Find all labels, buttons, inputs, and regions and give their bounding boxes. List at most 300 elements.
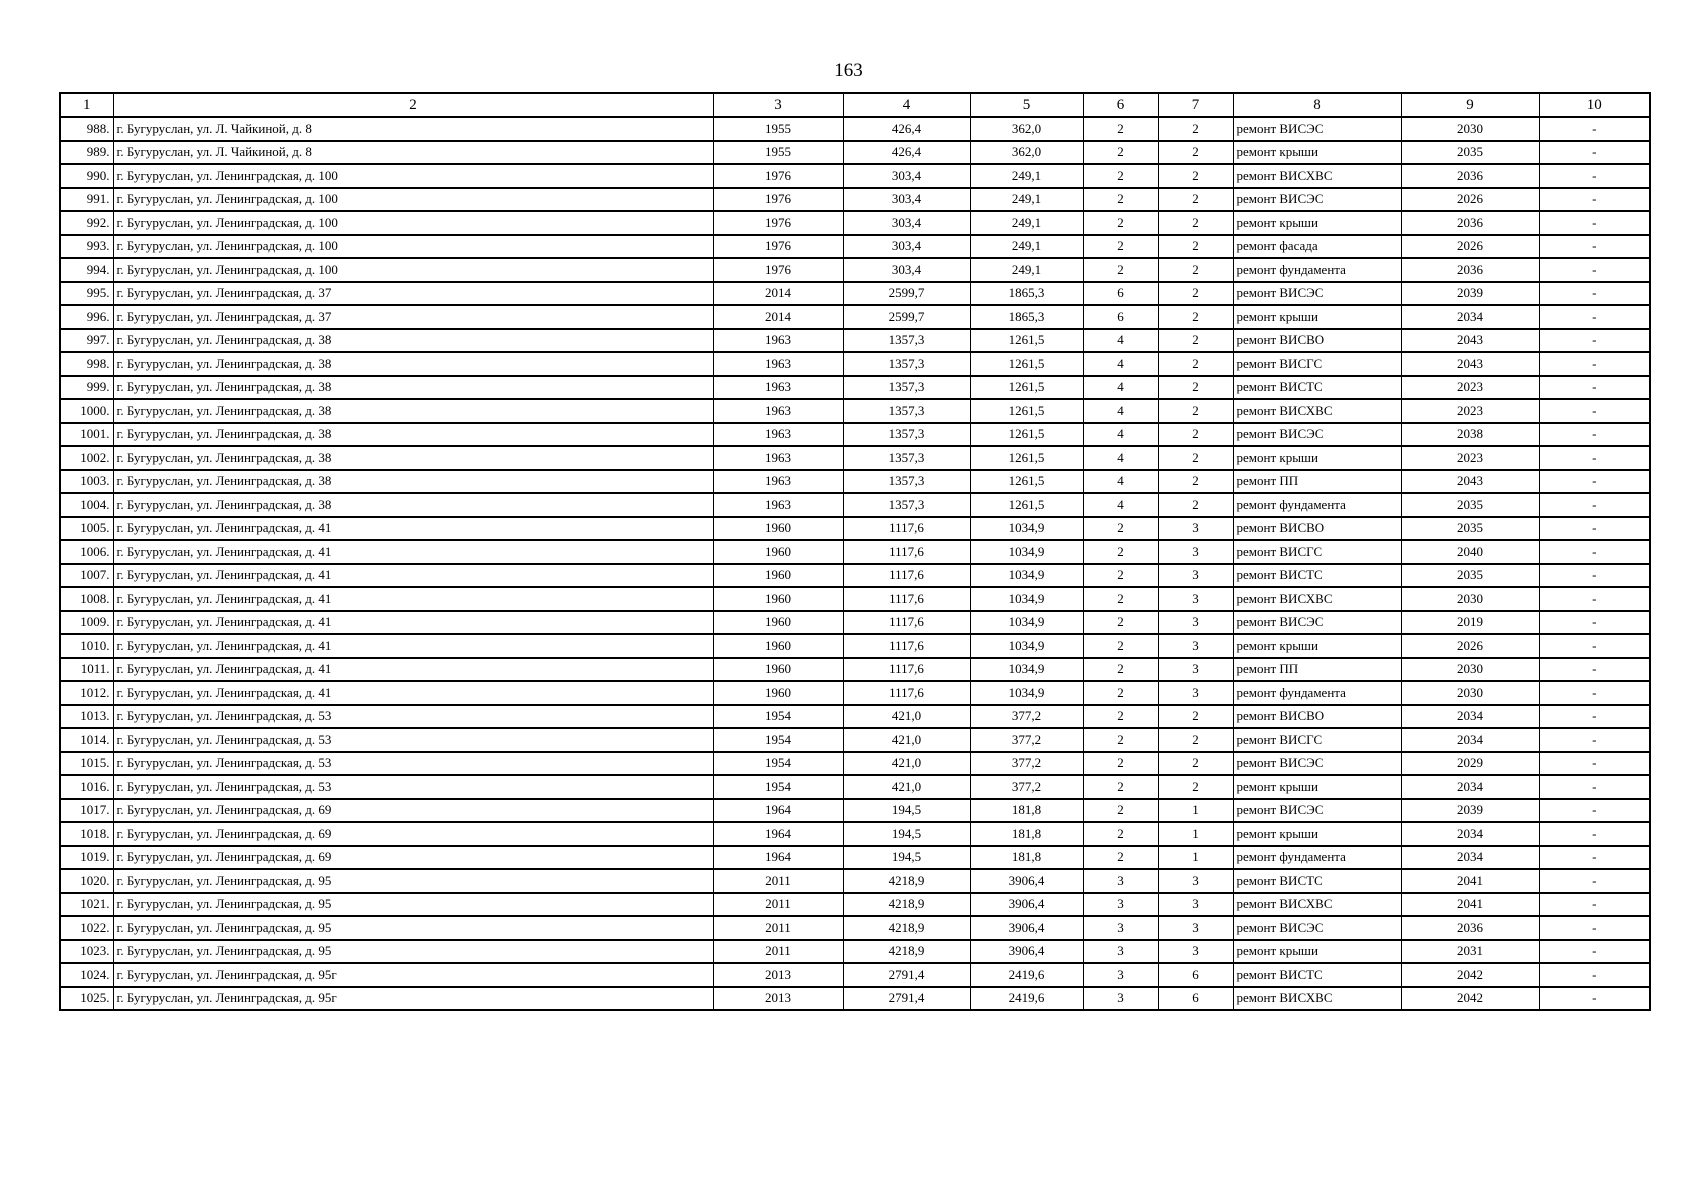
address-cell: г. Бугуруслан, ул. Ленинградская, д. 41 bbox=[113, 587, 713, 611]
total-area-cell: 303,4 bbox=[843, 235, 970, 259]
floors-cell: 2 bbox=[1083, 658, 1158, 682]
living-area-cell: 1034,9 bbox=[970, 540, 1083, 564]
note-cell: - bbox=[1539, 799, 1650, 823]
total-area-cell: 303,4 bbox=[843, 188, 970, 212]
table-row bbox=[60, 705, 1650, 729]
column-header: 1 bbox=[60, 93, 113, 117]
row-number-cell: 1013. bbox=[60, 705, 113, 729]
work-type-cell: ремонт крыши bbox=[1233, 446, 1401, 470]
living-area-cell: 1034,9 bbox=[970, 611, 1083, 635]
year-cell: 1976 bbox=[713, 235, 843, 259]
total-area-cell: 4218,9 bbox=[843, 869, 970, 893]
living-area-cell: 3906,4 bbox=[970, 893, 1083, 917]
note-cell: - bbox=[1539, 775, 1650, 799]
row-number-cell: 999. bbox=[60, 376, 113, 400]
floors-cell: 3 bbox=[1083, 869, 1158, 893]
work-type-cell: ремонт ВИСХВС bbox=[1233, 893, 1401, 917]
address-cell: г. Бугуруслан, ул. Ленинградская, д. 95г bbox=[113, 963, 713, 987]
entrances-cell: 2 bbox=[1158, 329, 1233, 353]
entrances-cell: 2 bbox=[1158, 282, 1233, 306]
work-type-cell: ремонт ВИСТС bbox=[1233, 869, 1401, 893]
entrances-cell: 2 bbox=[1158, 399, 1233, 423]
note-cell: - bbox=[1539, 117, 1650, 141]
living-area-cell: 1034,9 bbox=[970, 564, 1083, 588]
total-area-cell: 1357,3 bbox=[843, 329, 970, 353]
address-cell: г. Бугуруслан, ул. Ленинградская, д. 37 bbox=[113, 305, 713, 329]
address-cell: г. Бугуруслан, ул. Ленинградская, д. 38 bbox=[113, 352, 713, 376]
floors-cell: 2 bbox=[1083, 517, 1158, 541]
note-cell: - bbox=[1539, 728, 1650, 752]
row-number-cell: 1015. bbox=[60, 752, 113, 776]
column-header: 3 bbox=[713, 93, 843, 117]
table-row bbox=[60, 775, 1650, 799]
row-number-cell: 1014. bbox=[60, 728, 113, 752]
row-number-cell: 1009. bbox=[60, 611, 113, 635]
year-cell: 1960 bbox=[713, 517, 843, 541]
planned-year-cell: 2036 bbox=[1401, 211, 1539, 235]
year-cell: 1963 bbox=[713, 376, 843, 400]
note-cell: - bbox=[1539, 705, 1650, 729]
living-area-cell: 1261,5 bbox=[970, 399, 1083, 423]
table-row bbox=[60, 869, 1650, 893]
entrances-cell: 2 bbox=[1158, 705, 1233, 729]
table-row bbox=[60, 893, 1650, 917]
row-number-cell: 1021. bbox=[60, 893, 113, 917]
entrances-cell: 1 bbox=[1158, 799, 1233, 823]
planned-year-cell: 2039 bbox=[1401, 282, 1539, 306]
note-cell: - bbox=[1539, 987, 1650, 1011]
work-type-cell: ремонт крыши bbox=[1233, 822, 1401, 846]
total-area-cell: 2791,4 bbox=[843, 987, 970, 1011]
address-cell: г. Бугуруслан, ул. Ленинградская, д. 100 bbox=[113, 258, 713, 282]
total-area-cell: 4218,9 bbox=[843, 893, 970, 917]
year-cell: 1964 bbox=[713, 846, 843, 870]
work-type-cell: ремонт ВИСХВС bbox=[1233, 987, 1401, 1011]
entrances-cell: 2 bbox=[1158, 352, 1233, 376]
year-cell: 1954 bbox=[713, 775, 843, 799]
year-cell: 1960 bbox=[713, 681, 843, 705]
total-area-cell: 1357,3 bbox=[843, 493, 970, 517]
year-cell: 1960 bbox=[713, 587, 843, 611]
year-cell: 2011 bbox=[713, 869, 843, 893]
address-cell: г. Бугуруслан, ул. Ленинградская, д. 53 bbox=[113, 775, 713, 799]
planned-year-cell: 2042 bbox=[1401, 987, 1539, 1011]
row-number-cell: 1024. bbox=[60, 963, 113, 987]
floors-cell: 3 bbox=[1083, 987, 1158, 1011]
entrances-cell: 3 bbox=[1158, 611, 1233, 635]
row-number-cell: 1007. bbox=[60, 564, 113, 588]
total-area-cell: 194,5 bbox=[843, 799, 970, 823]
note-cell: - bbox=[1539, 681, 1650, 705]
year-cell: 1960 bbox=[713, 634, 843, 658]
note-cell: - bbox=[1539, 470, 1650, 494]
floors-cell: 3 bbox=[1083, 940, 1158, 964]
address-cell: г. Бугуруслан, ул. Ленинградская, д. 69 bbox=[113, 846, 713, 870]
table-row bbox=[60, 916, 1650, 940]
address-cell: г. Бугуруслан, ул. Ленинградская, д. 95г bbox=[113, 987, 713, 1011]
planned-year-cell: 2030 bbox=[1401, 587, 1539, 611]
total-area-cell: 1117,6 bbox=[843, 540, 970, 564]
total-area-cell: 4218,9 bbox=[843, 940, 970, 964]
year-cell: 1963 bbox=[713, 470, 843, 494]
address-cell: г. Бугуруслан, ул. Ленинградская, д. 41 bbox=[113, 564, 713, 588]
entrances-cell: 2 bbox=[1158, 446, 1233, 470]
entrances-cell: 3 bbox=[1158, 940, 1233, 964]
work-type-cell: ремонт ВИСЭС bbox=[1233, 916, 1401, 940]
work-type-cell: ремонт фундамента bbox=[1233, 493, 1401, 517]
note-cell: - bbox=[1539, 564, 1650, 588]
entrances-cell: 2 bbox=[1158, 423, 1233, 447]
entrances-cell: 1 bbox=[1158, 846, 1233, 870]
row-number-cell: 1006. bbox=[60, 540, 113, 564]
repair-schedule-table bbox=[59, 92, 1651, 1011]
total-area-cell: 303,4 bbox=[843, 211, 970, 235]
table-row bbox=[60, 728, 1650, 752]
address-cell: г. Бугуруслан, ул. Ленинградская, д. 41 bbox=[113, 681, 713, 705]
year-cell: 1963 bbox=[713, 399, 843, 423]
table-row bbox=[60, 799, 1650, 823]
living-area-cell: 1261,5 bbox=[970, 352, 1083, 376]
note-cell: - bbox=[1539, 846, 1650, 870]
living-area-cell: 362,0 bbox=[970, 141, 1083, 165]
floors-cell: 3 bbox=[1083, 916, 1158, 940]
living-area-cell: 3906,4 bbox=[970, 940, 1083, 964]
table-row bbox=[60, 940, 1650, 964]
note-cell: - bbox=[1539, 329, 1650, 353]
row-number-cell: 990. bbox=[60, 164, 113, 188]
table-row bbox=[60, 235, 1650, 259]
row-number-cell: 1011. bbox=[60, 658, 113, 682]
living-area-cell: 1034,9 bbox=[970, 587, 1083, 611]
total-area-cell: 303,4 bbox=[843, 258, 970, 282]
year-cell: 2011 bbox=[713, 893, 843, 917]
table-row bbox=[60, 470, 1650, 494]
entrances-cell: 3 bbox=[1158, 681, 1233, 705]
address-cell: г. Бугуруслан, ул. Ленинградская, д. 38 bbox=[113, 329, 713, 353]
year-cell: 2013 bbox=[713, 987, 843, 1011]
entrances-cell: 2 bbox=[1158, 164, 1233, 188]
note-cell: - bbox=[1539, 658, 1650, 682]
total-area-cell: 194,5 bbox=[843, 846, 970, 870]
work-type-cell: ремонт ВИСВО bbox=[1233, 705, 1401, 729]
planned-year-cell: 2019 bbox=[1401, 611, 1539, 635]
floors-cell: 4 bbox=[1083, 352, 1158, 376]
total-area-cell: 1357,3 bbox=[843, 376, 970, 400]
year-cell: 2014 bbox=[713, 305, 843, 329]
floors-cell: 2 bbox=[1083, 752, 1158, 776]
year-cell: 1954 bbox=[713, 705, 843, 729]
planned-year-cell: 2035 bbox=[1401, 564, 1539, 588]
floors-cell: 4 bbox=[1083, 470, 1158, 494]
living-area-cell: 249,1 bbox=[970, 188, 1083, 212]
year-cell: 2013 bbox=[713, 963, 843, 987]
work-type-cell: ремонт ВИСЭС bbox=[1233, 752, 1401, 776]
entrances-cell: 3 bbox=[1158, 658, 1233, 682]
living-area-cell: 1034,9 bbox=[970, 517, 1083, 541]
work-type-cell: ремонт ВИСЭС bbox=[1233, 423, 1401, 447]
table-row bbox=[60, 681, 1650, 705]
planned-year-cell: 2040 bbox=[1401, 540, 1539, 564]
table-row bbox=[60, 329, 1650, 353]
table-body bbox=[60, 117, 1650, 1010]
note-cell: - bbox=[1539, 141, 1650, 165]
year-cell: 1976 bbox=[713, 258, 843, 282]
year-cell: 1976 bbox=[713, 188, 843, 212]
planned-year-cell: 2023 bbox=[1401, 446, 1539, 470]
total-area-cell: 421,0 bbox=[843, 775, 970, 799]
work-type-cell: ремонт ВИСЭС bbox=[1233, 188, 1401, 212]
row-number-cell: 993. bbox=[60, 235, 113, 259]
row-number-cell: 996. bbox=[60, 305, 113, 329]
address-cell: г. Бугуруслан, ул. Ленинградская, д. 95 bbox=[113, 940, 713, 964]
entrances-cell: 2 bbox=[1158, 211, 1233, 235]
total-area-cell: 1117,6 bbox=[843, 587, 970, 611]
note-cell: - bbox=[1539, 540, 1650, 564]
note-cell: - bbox=[1539, 611, 1650, 635]
year-cell: 1976 bbox=[713, 211, 843, 235]
living-area-cell: 1865,3 bbox=[970, 282, 1083, 306]
note-cell: - bbox=[1539, 399, 1650, 423]
living-area-cell: 1261,5 bbox=[970, 423, 1083, 447]
year-cell: 1963 bbox=[713, 329, 843, 353]
floors-cell: 2 bbox=[1083, 681, 1158, 705]
column-header: 2 bbox=[113, 93, 713, 117]
work-type-cell: ремонт крыши bbox=[1233, 634, 1401, 658]
total-area-cell: 194,5 bbox=[843, 822, 970, 846]
planned-year-cell: 2043 bbox=[1401, 470, 1539, 494]
entrances-cell: 2 bbox=[1158, 376, 1233, 400]
living-area-cell: 362,0 bbox=[970, 117, 1083, 141]
table-row bbox=[60, 117, 1650, 141]
entrances-cell: 3 bbox=[1158, 587, 1233, 611]
floors-cell: 4 bbox=[1083, 493, 1158, 517]
planned-year-cell: 2043 bbox=[1401, 352, 1539, 376]
table-row bbox=[60, 258, 1650, 282]
year-cell: 1963 bbox=[713, 446, 843, 470]
table-row bbox=[60, 211, 1650, 235]
entrances-cell: 3 bbox=[1158, 517, 1233, 541]
living-area-cell: 181,8 bbox=[970, 822, 1083, 846]
row-number-cell: 1008. bbox=[60, 587, 113, 611]
note-cell: - bbox=[1539, 352, 1650, 376]
planned-year-cell: 2023 bbox=[1401, 399, 1539, 423]
planned-year-cell: 2026 bbox=[1401, 235, 1539, 259]
living-area-cell: 377,2 bbox=[970, 752, 1083, 776]
total-area-cell: 1357,3 bbox=[843, 399, 970, 423]
table-row bbox=[60, 987, 1650, 1011]
floors-cell: 6 bbox=[1083, 305, 1158, 329]
floors-cell: 4 bbox=[1083, 329, 1158, 353]
table-row bbox=[60, 376, 1650, 400]
table-row bbox=[60, 658, 1650, 682]
address-cell: г. Бугуруслан, ул. Ленинградская, д. 41 bbox=[113, 658, 713, 682]
entrances-cell: 2 bbox=[1158, 188, 1233, 212]
address-cell: г. Бугуруслан, ул. Ленинградская, д. 69 bbox=[113, 799, 713, 823]
floors-cell: 2 bbox=[1083, 728, 1158, 752]
floors-cell: 2 bbox=[1083, 540, 1158, 564]
row-number-cell: 1018. bbox=[60, 822, 113, 846]
living-area-cell: 1034,9 bbox=[970, 658, 1083, 682]
total-area-cell: 1117,6 bbox=[843, 517, 970, 541]
note-cell: - bbox=[1539, 188, 1650, 212]
total-area-cell: 2599,7 bbox=[843, 305, 970, 329]
planned-year-cell: 2041 bbox=[1401, 893, 1539, 917]
note-cell: - bbox=[1539, 164, 1650, 188]
living-area-cell: 181,8 bbox=[970, 846, 1083, 870]
planned-year-cell: 2035 bbox=[1401, 141, 1539, 165]
note-cell: - bbox=[1539, 963, 1650, 987]
row-number-cell: 1017. bbox=[60, 799, 113, 823]
floors-cell: 2 bbox=[1083, 188, 1158, 212]
entrances-cell: 2 bbox=[1158, 752, 1233, 776]
planned-year-cell: 2029 bbox=[1401, 752, 1539, 776]
work-type-cell: ремонт ВИСГС bbox=[1233, 728, 1401, 752]
floors-cell: 3 bbox=[1083, 893, 1158, 917]
note-cell: - bbox=[1539, 587, 1650, 611]
note-cell: - bbox=[1539, 423, 1650, 447]
living-area-cell: 3906,4 bbox=[970, 916, 1083, 940]
living-area-cell: 3906,4 bbox=[970, 869, 1083, 893]
total-area-cell: 421,0 bbox=[843, 728, 970, 752]
planned-year-cell: 2030 bbox=[1401, 681, 1539, 705]
table-row bbox=[60, 517, 1650, 541]
floors-cell: 4 bbox=[1083, 446, 1158, 470]
entrances-cell: 6 bbox=[1158, 963, 1233, 987]
total-area-cell: 426,4 bbox=[843, 117, 970, 141]
entrances-cell: 2 bbox=[1158, 728, 1233, 752]
row-number-cell: 1020. bbox=[60, 869, 113, 893]
total-area-cell: 2791,4 bbox=[843, 963, 970, 987]
address-cell: г. Бугуруслан, ул. Ленинградская, д. 38 bbox=[113, 423, 713, 447]
living-area-cell: 1261,5 bbox=[970, 470, 1083, 494]
note-cell: - bbox=[1539, 822, 1650, 846]
floors-cell: 2 bbox=[1083, 822, 1158, 846]
planned-year-cell: 2043 bbox=[1401, 329, 1539, 353]
work-type-cell: ремонт ВИСВО bbox=[1233, 517, 1401, 541]
living-area-cell: 377,2 bbox=[970, 705, 1083, 729]
year-cell: 1960 bbox=[713, 564, 843, 588]
entrances-cell: 3 bbox=[1158, 893, 1233, 917]
total-area-cell: 1357,3 bbox=[843, 446, 970, 470]
total-area-cell: 4218,9 bbox=[843, 916, 970, 940]
row-number-cell: 992. bbox=[60, 211, 113, 235]
address-cell: г. Бугуруслан, ул. Л. Чайкиной, д. 8 bbox=[113, 141, 713, 165]
table-row bbox=[60, 141, 1650, 165]
address-cell: г. Бугуруслан, ул. Ленинградская, д. 100 bbox=[113, 164, 713, 188]
living-area-cell: 1261,5 bbox=[970, 493, 1083, 517]
work-type-cell: ремонт ВИСГС bbox=[1233, 540, 1401, 564]
row-number-cell: 1025. bbox=[60, 987, 113, 1011]
address-cell: г. Бугуруслан, ул. Ленинградская, д. 53 bbox=[113, 705, 713, 729]
floors-cell: 2 bbox=[1083, 846, 1158, 870]
work-type-cell: ремонт ВИСХВС bbox=[1233, 164, 1401, 188]
entrances-cell: 2 bbox=[1158, 235, 1233, 259]
work-type-cell: ремонт ВИСХВС bbox=[1233, 587, 1401, 611]
table-row bbox=[60, 634, 1650, 658]
planned-year-cell: 2041 bbox=[1401, 869, 1539, 893]
note-cell: - bbox=[1539, 258, 1650, 282]
note-cell: - bbox=[1539, 916, 1650, 940]
total-area-cell: 303,4 bbox=[843, 164, 970, 188]
living-area-cell: 1034,9 bbox=[970, 681, 1083, 705]
floors-cell: 3 bbox=[1083, 963, 1158, 987]
table-row bbox=[60, 164, 1650, 188]
living-area-cell: 2419,6 bbox=[970, 963, 1083, 987]
living-area-cell: 1865,3 bbox=[970, 305, 1083, 329]
floors-cell: 2 bbox=[1083, 117, 1158, 141]
living-area-cell: 1261,5 bbox=[970, 446, 1083, 470]
work-type-cell: ремонт ВИСЭС bbox=[1233, 117, 1401, 141]
entrances-cell: 2 bbox=[1158, 305, 1233, 329]
work-type-cell: ремонт крыши bbox=[1233, 775, 1401, 799]
year-cell: 1963 bbox=[713, 423, 843, 447]
floors-cell: 2 bbox=[1083, 164, 1158, 188]
row-number-cell: 1003. bbox=[60, 470, 113, 494]
entrances-cell: 2 bbox=[1158, 141, 1233, 165]
header-row bbox=[60, 93, 1650, 117]
table-row bbox=[60, 282, 1650, 306]
note-cell: - bbox=[1539, 376, 1650, 400]
entrances-cell: 6 bbox=[1158, 987, 1233, 1011]
floors-cell: 2 bbox=[1083, 634, 1158, 658]
address-cell: г. Бугуруслан, ул. Ленинградская, д. 38 bbox=[113, 376, 713, 400]
note-cell: - bbox=[1539, 940, 1650, 964]
row-number-cell: 995. bbox=[60, 282, 113, 306]
column-header: 5 bbox=[970, 93, 1083, 117]
entrances-cell: 2 bbox=[1158, 258, 1233, 282]
year-cell: 1964 bbox=[713, 799, 843, 823]
column-header: 4 bbox=[843, 93, 970, 117]
work-type-cell: ремонт ВИСЭС bbox=[1233, 799, 1401, 823]
year-cell: 1963 bbox=[713, 493, 843, 517]
planned-year-cell: 2026 bbox=[1401, 188, 1539, 212]
work-type-cell: ремонт крыши bbox=[1233, 141, 1401, 165]
planned-year-cell: 2034 bbox=[1401, 775, 1539, 799]
row-number-cell: 997. bbox=[60, 329, 113, 353]
table-row bbox=[60, 540, 1650, 564]
floors-cell: 2 bbox=[1083, 235, 1158, 259]
table-row bbox=[60, 352, 1650, 376]
entrances-cell: 2 bbox=[1158, 493, 1233, 517]
total-area-cell: 1117,6 bbox=[843, 611, 970, 635]
total-area-cell: 1117,6 bbox=[843, 564, 970, 588]
address-cell: г. Бугуруслан, ул. Ленинградская, д. 53 bbox=[113, 752, 713, 776]
work-type-cell: ремонт ПП bbox=[1233, 658, 1401, 682]
planned-year-cell: 2036 bbox=[1401, 164, 1539, 188]
year-cell: 1955 bbox=[713, 117, 843, 141]
work-type-cell: ремонт фундамента bbox=[1233, 846, 1401, 870]
entrances-cell: 2 bbox=[1158, 117, 1233, 141]
work-type-cell: ремонт ПП bbox=[1233, 470, 1401, 494]
total-area-cell: 1357,3 bbox=[843, 352, 970, 376]
total-area-cell: 1117,6 bbox=[843, 634, 970, 658]
work-type-cell: ремонт крыши bbox=[1233, 211, 1401, 235]
total-area-cell: 1357,3 bbox=[843, 470, 970, 494]
work-type-cell: ремонт ВИСХВС bbox=[1233, 399, 1401, 423]
row-number-cell: 998. bbox=[60, 352, 113, 376]
floors-cell: 2 bbox=[1083, 258, 1158, 282]
address-cell: г. Бугуруслан, ул. Ленинградская, д. 38 bbox=[113, 446, 713, 470]
floors-cell: 2 bbox=[1083, 141, 1158, 165]
table-row bbox=[60, 399, 1650, 423]
living-area-cell: 1261,5 bbox=[970, 329, 1083, 353]
work-type-cell: ремонт ВИСГС bbox=[1233, 352, 1401, 376]
planned-year-cell: 2034 bbox=[1401, 846, 1539, 870]
address-cell: г. Бугуруслан, ул. Ленинградская, д. 95 bbox=[113, 916, 713, 940]
entrances-cell: 3 bbox=[1158, 540, 1233, 564]
floors-cell: 2 bbox=[1083, 799, 1158, 823]
total-area-cell: 426,4 bbox=[843, 141, 970, 165]
